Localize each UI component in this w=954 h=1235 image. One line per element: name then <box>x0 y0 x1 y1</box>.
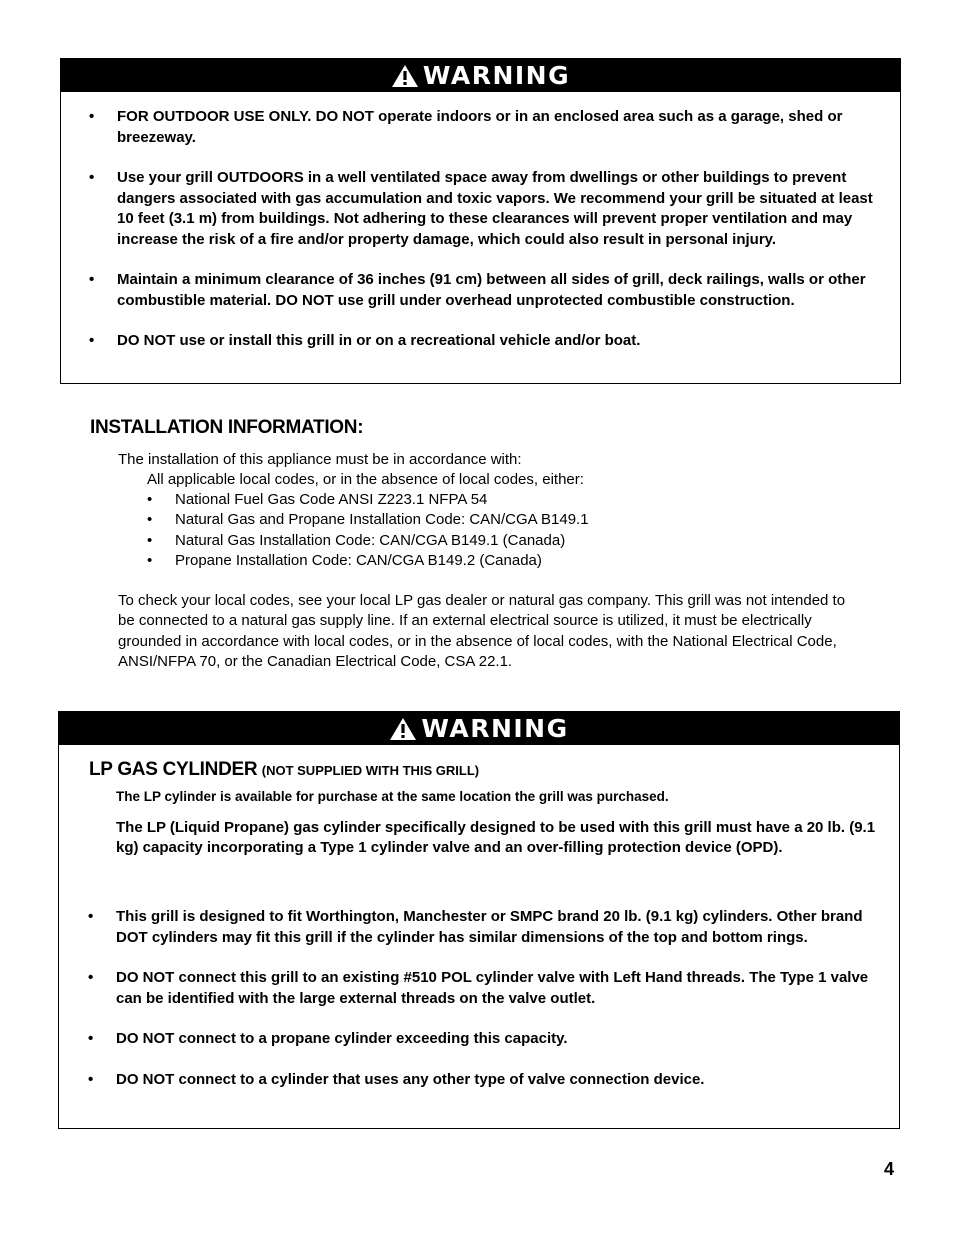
warning-item: • This grill is designed to fit Worthington, Manchester or SMPC brand 20 lb. (9.1 kg) cylinders. Other brand DOT cylinders may fit this grill if the cylinder has similar dimensions of the top and bottom rings. <box>88 908 863 946</box>
warning-item: • Maintain a minimum clearance of 36 inches (91 cm) between all sides of grill, deck railings, walls or other combustible material. DO NOT use grill under overhead unprotected combustible construction. <box>89 271 866 309</box>
installation-heading: INSTALLATION INFORMATION: <box>90 417 364 438</box>
lp-availability-note: The LP cylinder is available for purchase at the same location the grill was purchased. <box>116 789 669 804</box>
lp-heading-main: LP GAS CYLINDER <box>89 759 258 780</box>
installation-intro: The installation of this appliance must be in accordance with: <box>118 451 522 468</box>
warning-title: WARNING <box>422 61 571 90</box>
warning-item: • FOR OUTDOOR USE ONLY. DO NOT operate indoors or in an enclosed area such as a garage, shed or breezeway. <box>89 108 843 146</box>
code-item: • Natural Gas and Propane Installation Code: CAN/CGA B149.1 <box>147 511 589 529</box>
warning-item: • DO NOT use or install this grill in or on a recreational vehicle and/or boat. <box>89 332 641 349</box>
warning-list <box>89 107 877 372</box>
lp-heading-sub: (NOT SUPPLIED WITH THIS GRILL) <box>261 763 480 778</box>
lp-cylinder-heading <box>89 759 479 781</box>
warning-item: • Use your grill OUTDOORS in a well ventilated space away from dwellings or other buildings to prevent dangers associated with gas accumulation and toxic vapors. We recommend your grill be situated at least 10 feet (3.1 m) from buildings. Not adhering to these clearances will prevent proper ventilation and may increase the risk of a fire and/or property damage, which could also result in personal injury. <box>89 169 873 248</box>
code-item: • Natural Gas Installation Code: CAN/CGA B149.1 (Canada) <box>147 531 566 549</box>
warning-item: • DO NOT connect this grill to an existing #510 POL cylinder valve with Left Hand threads. The Type 1 valve can be identified with the large external threads on the valve outlet. <box>88 969 869 1007</box>
installation-subintro: All applicable local codes, or in the absence of local codes, either: <box>147 471 584 488</box>
warning-list <box>88 907 886 1110</box>
warning-box-outdoor <box>60 58 901 384</box>
warning-triangle-icon <box>389 717 417 741</box>
lp-cylinder-spec: The LP (Liquid Propane) gas cylinder specifically designed to be used with this grill must have a 20 lb. (9.1 kg) capacity incorporating a Type 1 cylinder valve and an over-filling protection device (OPD). <box>116 819 876 857</box>
code-item: • Propane Installation Code: CAN/CGA B149.2 (Canada) <box>147 551 542 569</box>
installation-codes-list <box>147 490 589 571</box>
warning-box-lp-cylinder <box>58 711 900 1129</box>
warning-triangle-icon <box>391 64 419 88</box>
page-number: 4 <box>884 1159 895 1179</box>
warning-title: WARNING <box>421 714 569 743</box>
warning-header <box>61 59 900 92</box>
warning-header <box>59 712 899 745</box>
warning-item: • DO NOT connect to a cylinder that uses any other type of valve connection device. <box>88 1070 705 1088</box>
warning-item: • DO NOT connect to a propane cylinder exceeding this capacity. <box>88 1030 568 1047</box>
installation-paragraph: To check your local codes, see your local LP gas dealer or natural gas company. This grill was not intended to be connected to a natural gas supply line. If an external electrical source is utilized, it must be electrically grounded in accordance with local codes, or in the absence of local codes, with the National Electrical Code, ANSI/NFPA 70, or the Canadian Electrical Code, CSA 22.1. <box>118 592 846 670</box>
code-item: • National Fuel Gas Code ANSI Z223.1 NFPA 54 <box>147 491 488 508</box>
